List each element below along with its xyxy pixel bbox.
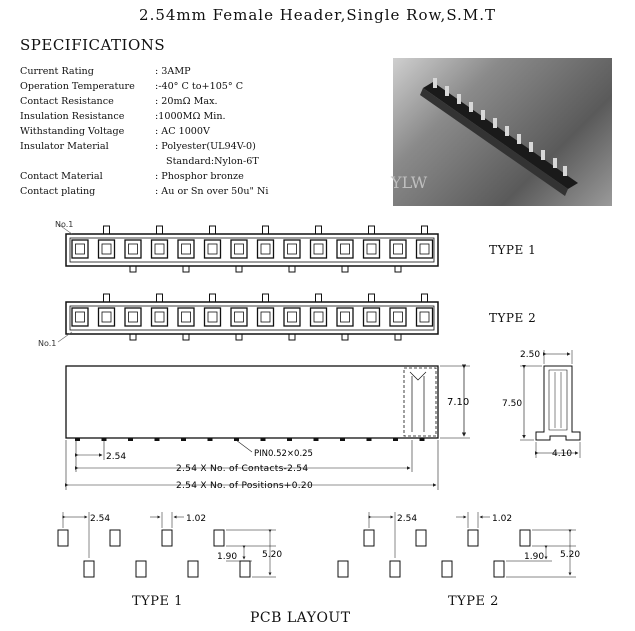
- spec-value: : Phosphor bronze: [155, 171, 244, 182]
- pin-cell: [152, 308, 168, 326]
- spec-key: Current Rating: [20, 66, 94, 77]
- pin-cell: [99, 240, 115, 258]
- pin-cell: [311, 308, 327, 326]
- pin-hole: [367, 312, 376, 322]
- pin-hole: [420, 244, 429, 254]
- smt-tab: [104, 294, 110, 302]
- dim-pcb-padh-type1: 1.90: [217, 552, 238, 562]
- smt-tab: [316, 294, 322, 302]
- smt-tab: [236, 334, 242, 340]
- dim-pcb-span-type1: 5.20: [262, 550, 283, 560]
- pin-hole: [235, 244, 244, 254]
- pin-hole: [129, 244, 138, 254]
- pcb-type2-label: TYPE 2: [448, 594, 499, 609]
- spec-value: : Au or Sn over 50u" Ni: [155, 186, 269, 197]
- pin-hole: [261, 312, 270, 322]
- pin-cell: [364, 240, 380, 258]
- side-pin: [287, 438, 292, 441]
- pin-cell: [284, 240, 300, 258]
- pin-hole: [102, 244, 111, 254]
- pin-hole: [341, 244, 350, 254]
- smt-tab: [395, 334, 401, 340]
- pin-cell: [364, 308, 380, 326]
- spec-value: : AC 1000V: [155, 126, 210, 137]
- pin1-label-type2: No.1: [38, 339, 57, 348]
- pin-cell: [417, 308, 433, 326]
- smt-tab: [289, 334, 295, 340]
- spec-value: :1000MΩ Min.: [155, 111, 226, 122]
- pin-cell: [152, 240, 168, 258]
- side-pin: [181, 438, 186, 441]
- dim-side-height: 7.10: [447, 397, 470, 408]
- smt-tab: [236, 266, 242, 272]
- smt-tab: [157, 294, 163, 302]
- spec-key: Insulation Resistance: [20, 111, 125, 122]
- pin-cell: [258, 308, 274, 326]
- specifications-heading: SPECIFICATIONS: [20, 36, 166, 54]
- pin-hole: [235, 312, 244, 322]
- smt-tab: [422, 294, 428, 302]
- pin-hole: [288, 312, 297, 322]
- smt-tab: [369, 294, 375, 302]
- dim-pcb-pitch-type2: 2.54: [397, 514, 418, 524]
- page-title: 2.54mm Female Header,Single Row,S.M.T: [139, 6, 496, 24]
- dim-pcb-padw-type2: 1.02: [492, 514, 513, 524]
- dim-end-height: 7.50: [502, 399, 523, 409]
- pcb-layout-title: PCB LAYOUT: [250, 610, 351, 626]
- pin-hole: [76, 244, 85, 254]
- top-view-type2: [66, 294, 438, 340]
- pin-hole: [76, 312, 85, 322]
- watermark-text: YLW: [391, 173, 428, 192]
- pin-cell: [125, 240, 141, 258]
- dim-contacts-length: 2.54 X No. of Contacts-2.54: [176, 464, 309, 474]
- side-pin: [420, 438, 425, 441]
- smt-tab: [130, 266, 136, 272]
- pin-cell: [258, 240, 274, 258]
- side-pin: [367, 438, 372, 441]
- smt-tab: [210, 294, 216, 302]
- spec-value: :-40° C to+105° C: [155, 81, 244, 92]
- pin1-label-type1: No.1: [55, 220, 74, 229]
- pin-hole: [367, 244, 376, 254]
- side-pin: [340, 438, 345, 441]
- side-pin: [155, 438, 160, 441]
- pin-hole: [314, 312, 323, 322]
- smt-tab: [183, 266, 189, 272]
- dim-positions-length: 2.54 X No. of Positions+0.20: [176, 481, 313, 491]
- pin-hole: [182, 244, 191, 254]
- side-pin: [128, 438, 133, 441]
- pin-cell: [178, 240, 194, 258]
- pin-hole: [129, 312, 138, 322]
- pin-hole: [394, 244, 403, 254]
- pin-hole: [420, 312, 429, 322]
- pcb-layout-type2: [338, 512, 576, 577]
- spec-value: : 3AMP: [155, 66, 191, 77]
- smt-tab: [289, 266, 295, 272]
- pin-cell: [125, 308, 141, 326]
- pin-hole: [102, 312, 111, 322]
- pin-cell: [417, 240, 433, 258]
- side-pin: [261, 438, 266, 441]
- smt-tab: [157, 226, 163, 234]
- spec-key: Operation Temperature: [20, 81, 135, 92]
- type1-label: TYPE 1: [489, 243, 537, 257]
- pin-cell: [337, 240, 353, 258]
- pin-cell: [390, 240, 406, 258]
- pin-cell: [231, 240, 247, 258]
- pin-cell: [390, 308, 406, 326]
- pin-cell: [311, 240, 327, 258]
- smt-tab: [263, 226, 269, 234]
- dim-pin-spec: PIN0.52×0.25: [254, 449, 313, 459]
- pcb-type1-label: TYPE 1: [132, 594, 183, 609]
- pin-cell: [284, 308, 300, 326]
- spec-key: Withstanding Voltage: [20, 126, 125, 137]
- dim-pcb-span-type2: 5.20: [560, 550, 581, 560]
- spec-key: Contact Material: [20, 171, 103, 182]
- smt-tab: [422, 226, 428, 234]
- pin-hole: [155, 312, 164, 322]
- end-view: [520, 350, 580, 458]
- pin-hole: [394, 312, 403, 322]
- smt-tab: [210, 226, 216, 234]
- pin-cell: [72, 308, 88, 326]
- pin-hole: [341, 312, 350, 322]
- smt-tab: [342, 334, 348, 340]
- pin-hole: [182, 312, 191, 322]
- pin-cell: [72, 240, 88, 258]
- pin-cell: [178, 308, 194, 326]
- spec-key: Contact Resistance: [20, 96, 114, 107]
- pin-cell: [205, 240, 221, 258]
- spec-key: Contact plating: [20, 186, 96, 197]
- pin-cell: [99, 308, 115, 326]
- pin-cell: [205, 308, 221, 326]
- spec-value: : 20mΩ Max.: [155, 96, 218, 107]
- side-pin: [393, 438, 398, 441]
- spec-value: : Polyester(UL94V-0): [155, 141, 256, 152]
- dim-pcb-pitch-type1: 2.54: [90, 514, 111, 524]
- pin-hole: [208, 312, 217, 322]
- side-pin: [314, 438, 319, 441]
- spec-key: Insulator Material: [20, 141, 109, 152]
- dim-pitch: 2.54: [106, 452, 127, 462]
- pin-hole: [155, 244, 164, 254]
- smt-tab: [183, 334, 189, 340]
- smt-tab: [342, 266, 348, 272]
- pin-hole: [314, 244, 323, 254]
- side-view: [66, 366, 470, 441]
- pin-hole: [288, 244, 297, 254]
- pin-cell: [231, 308, 247, 326]
- dim-end-foot: 4.10: [552, 449, 573, 459]
- smt-tab: [104, 226, 110, 234]
- pin-cell: [337, 308, 353, 326]
- smt-tab: [263, 294, 269, 302]
- top-view-type1: [66, 226, 438, 272]
- dim-end-width: 2.50: [520, 350, 541, 360]
- pin-hole: [208, 244, 217, 254]
- smt-tab: [316, 226, 322, 234]
- dim-pcb-padh-type2: 1.90: [524, 552, 545, 562]
- smt-tab: [369, 226, 375, 234]
- side-pin: [208, 438, 213, 441]
- pin-hole: [261, 244, 270, 254]
- smt-tab: [130, 334, 136, 340]
- type2-label: TYPE 2: [489, 311, 537, 325]
- spec-value: Standard:Nylon-6T: [166, 156, 259, 167]
- smt-tab: [395, 266, 401, 272]
- dim-pcb-padw-type1: 1.02: [186, 514, 207, 524]
